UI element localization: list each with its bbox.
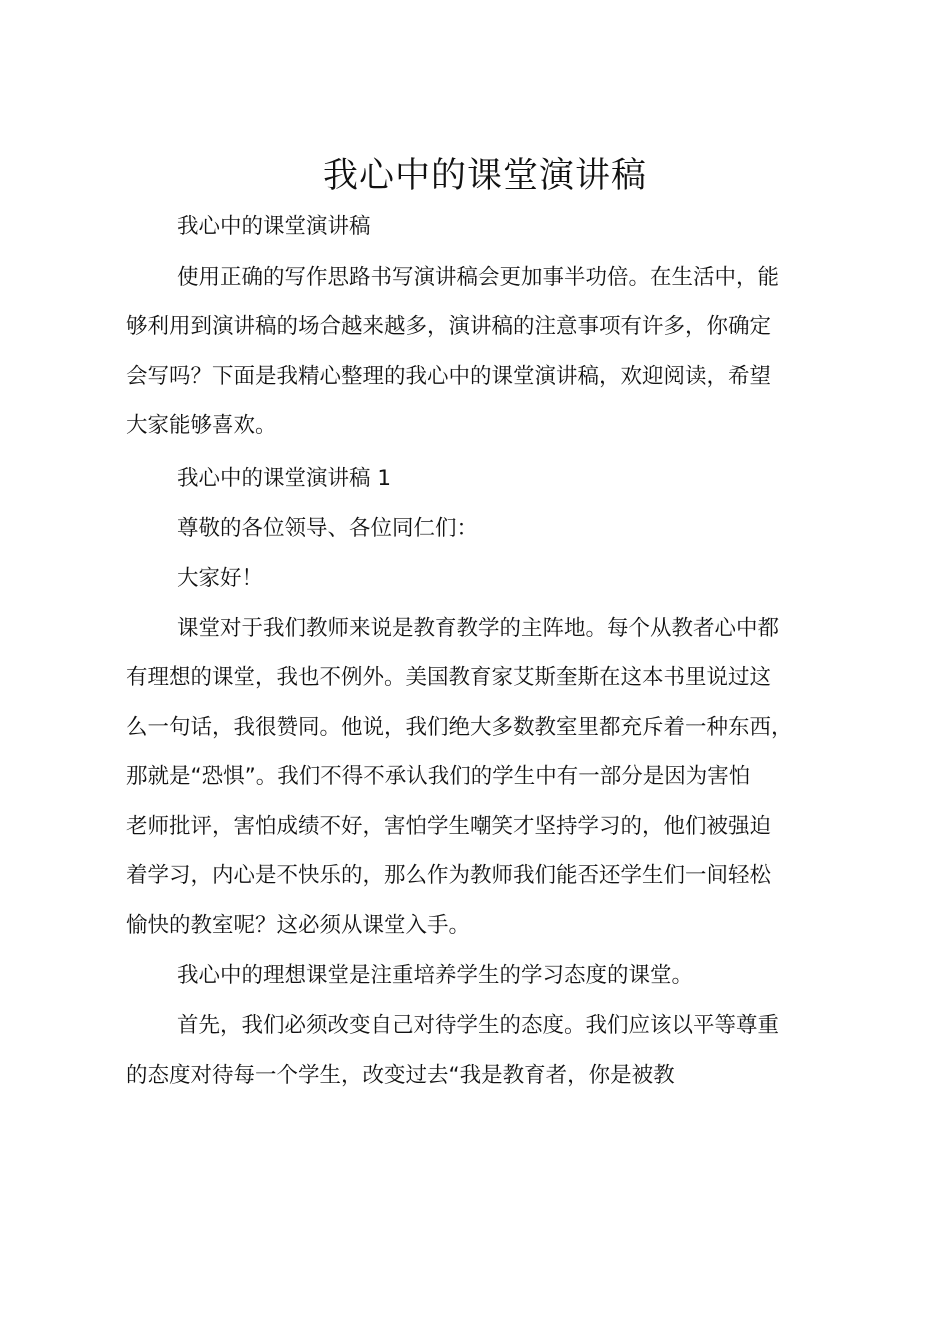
thesis-line: 我心中的理想课堂是注重培养学生的学习态度的课堂。: [177, 963, 694, 988]
intro-line-2: 够利用到演讲稿的场合越来越多，演讲稿的注意事项有许多，你确定: [126, 314, 772, 339]
document-subtitle: 我心中的课堂演讲稿: [177, 214, 371, 239]
document-title: 我心中的课堂演讲稿: [322, 156, 647, 196]
body-line-3: 么一句话，我很赞同。他说，我们绝大多数教室里都充斥着一种东西，: [126, 715, 793, 740]
salutation: 尊敬的各位领导、各位同仁们：: [177, 516, 479, 541]
greeting: 大家好！: [177, 566, 264, 591]
body-line-6: 着学习，内心是不快乐的，那么作为教师我们能否还学生们一间轻松: [126, 863, 772, 888]
body-line-4: 那就是“恐惧”。我们不得不承认我们的学生中有一部分是因为害怕: [126, 764, 751, 789]
body-line-1: 课堂对于我们教师来说是教育教学的主阵地。每个从教者心中都: [177, 616, 780, 641]
intro-line-4: 大家能够喜欢。: [126, 413, 277, 438]
first-point-line-2: 的态度对待每一个学生，改变过去“我是教育者，你是被教: [126, 1063, 675, 1088]
body-line-5: 老师批评，害怕成绩不好，害怕学生嘲笑才坚持学习的，他们被强迫: [126, 814, 772, 839]
intro-line-3: 会写吗？下面是我精心整理的我心中的课堂演讲稿，欢迎阅读，希望: [126, 364, 772, 389]
body-line-2: 有理想的课堂，我也不例外。美国教育家艾斯奎斯在这本书里说过这: [126, 665, 772, 690]
intro-line-1: 使用正确的写作思路书写演讲稿会更加事半功倍。在生活中，能: [177, 265, 780, 290]
first-point-line-1: 首先，我们必须改变自己对待学生的态度。我们应该以平等尊重: [177, 1013, 780, 1038]
section-heading: 我心中的课堂演讲稿 1: [177, 466, 392, 491]
body-line-7: 愉快的教室呢？这必须从课堂入手。: [126, 913, 471, 938]
